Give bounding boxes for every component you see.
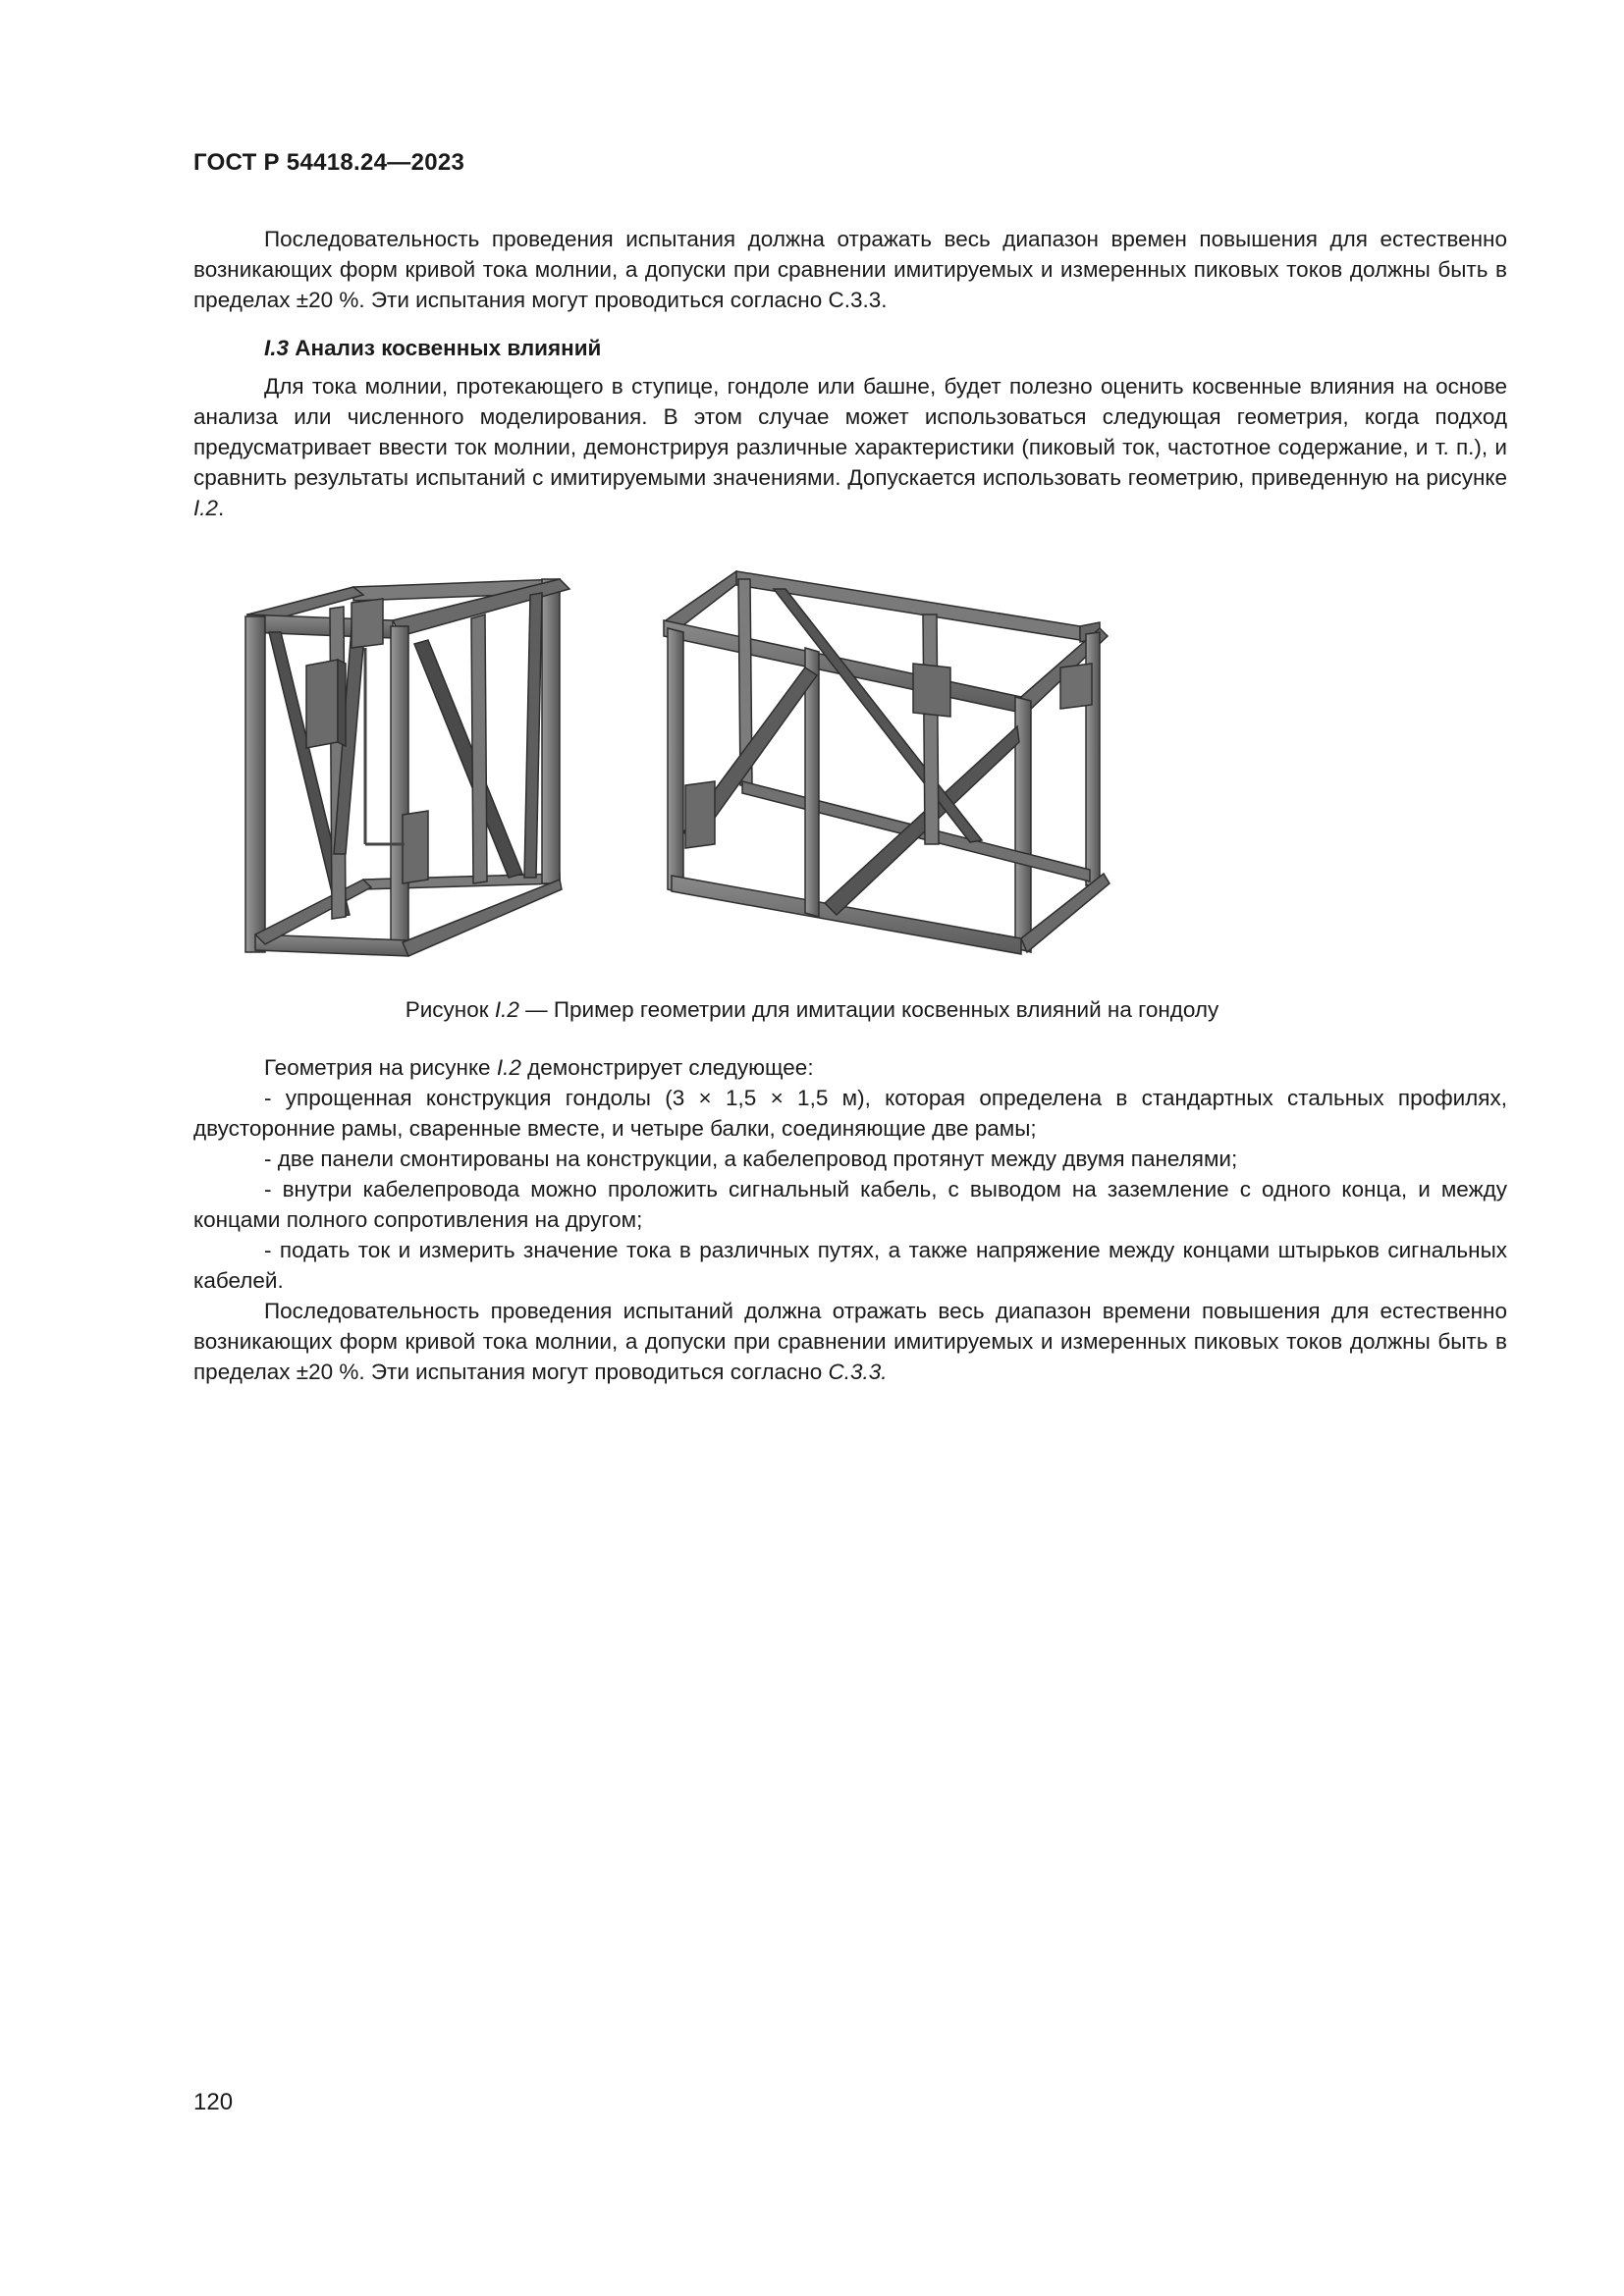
right-frame-view — [664, 571, 1110, 954]
gondola-frames-drawing — [236, 550, 1473, 972]
figure-caption: Рисунок I.2 — Пример геометрии для имитации косвенных влияний на гондолу — [405, 997, 1219, 1022]
geometry-lead: Геометрия на рисунке I.2 демонстрирует следующее: — [264, 1055, 814, 1080]
left-frame-view — [245, 579, 569, 956]
list-item: - упрощенная конструкция гондолы (3 × 1,5 × 1,5 м), которая определена в стандартных стальных профилях, двусторонние рамы, сваренные вместе, и четыре балки, соединяющие две рамы; — [193, 1086, 1507, 1141]
section-paragraph: Для тока молнии, протекающего в ступице, гондоле или башне, будет полезно оценить косвенные влияния на основе анализа или численного моделирования. В этом случае может использоваться следующая геометрия, когда подход предусматривает ввести ток молнии, демонстрируя различные характеристики (пиковый ток, частотное содержание, и т. п.), и сравнить результаты испытаний с имитируемыми значениями. Допускается использовать геометрию, приведенную на рисунке I.2. — [193, 374, 1507, 520]
figure-reference: I.2 — [193, 496, 219, 520]
document-header: ГОСТ Р 54418.24—2023 — [193, 149, 465, 176]
section-number: I.3 — [264, 336, 290, 360]
list-item: - две панели смонтированы на конструкции, а кабелепровод протянут между двумя панелями; — [264, 1147, 1238, 1171]
closing-paragraph: Последовательность проведения испытаний должна отражать весь диапазон времени повышения для естественно возникающих форм кривой тока молнии, а допуски при сравнении имитируемых и измеренных пиковых токов должны быть в пределах ±20 %. Эти испытания могут проводиться согласно C.3.3. — [193, 1299, 1507, 1384]
geometry-description — [193, 1052, 1507, 1387]
section-heading — [264, 336, 601, 361]
section-title: Анализ косвенных влияний — [295, 336, 602, 360]
list-item: - подать ток и измерить значение тока в различных путях, а также напряжение между концами штырьков сигнальных кабелей. — [193, 1238, 1507, 1293]
list-item: - внутри кабелепровода можно проложить сигнальный кабель, с выводом на заземление с одного конца, и между концами полного сопротивления на другом; — [193, 1177, 1507, 1232]
figure-gondola-frames — [236, 550, 1473, 972]
page-number: 120 — [193, 2089, 234, 2115]
intro-paragraph: Последовательность проведения испытания должна отражать весь диапазон времен повышения для естественно возникающих форм кривой тока молнии, а допуски при сравнении имитируемых и измеренных пиковых токов должны быть в пределах ±20 %. Эти испытания могут проводиться согласно С.3.3. — [193, 227, 1507, 312]
